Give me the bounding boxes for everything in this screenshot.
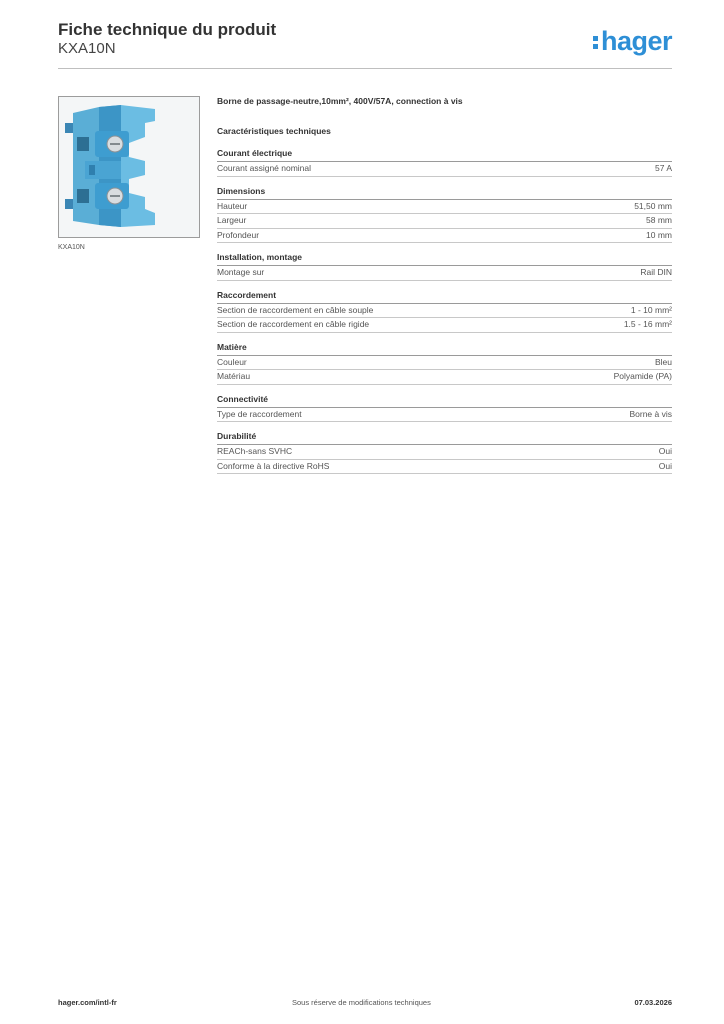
spec-group-matiere [217,342,672,385]
spec-group-connectivite [217,394,672,423]
spec-section-title: Caractéristiques techniques [217,126,331,136]
spec-row [217,408,672,423]
spec-value: 58 mm [646,215,672,225]
header-divider [58,68,672,69]
spec-group-title: Raccordement [217,290,672,304]
spec-label: Couleur [217,356,247,367]
spec-group-title: Durabilité [217,431,672,445]
hager-logo [592,26,672,56]
spec-row [217,445,672,460]
spec-label: Montage sur [217,267,265,277]
spec-group-raccordement [217,290,672,333]
logo-colon-mark [592,31,600,51]
product-reference: KXA10N [58,40,116,57]
spec-group-courant [217,148,672,177]
spec-group-title: Matière [217,342,672,356]
spec-label: Courant assigné nominal [217,163,312,173]
spec-row [217,162,672,177]
spec-group-title: Courant électrique [217,148,672,162]
spec-group-title: Installation, montage [217,252,672,266]
spec-group-dimensions [217,186,672,244]
spec-value: Oui [658,460,672,471]
footer-website-link[interactable]: hager.com/intl-fr [58,998,117,1007]
spec-row [217,200,672,215]
image-caption: KXA10N [58,244,85,251]
spec-row [217,356,672,371]
spec-value: Rail DIN [640,267,672,277]
spec-group-installation [217,252,672,281]
spec-content [217,96,672,483]
spec-label: Conforme à la directive RoHS [217,460,330,471]
spec-label: Matériau [217,371,251,381]
spec-label: Largeur [217,215,247,225]
spec-label: Hauteur [217,200,248,211]
logo-text: hager [600,26,672,56]
spec-row [217,318,672,333]
spec-value: 51,50 mm [634,200,672,211]
spec-value: Polyamide (PA) [613,371,672,381]
spec-group-title: Dimensions [217,186,672,200]
spec-label: Section de raccordement en câble rigide [217,319,370,329]
spec-label: REACh-sans SVHC [217,446,293,456]
spec-row [217,229,672,244]
spec-value: Bleu [654,356,672,367]
spec-row [217,266,672,281]
page-header [58,20,672,70]
spec-group-title: Connectivité [217,394,672,408]
spec-row [217,304,672,319]
spec-label: Profondeur [217,229,260,240]
product-description: Borne de passage-neutre,10mm², 400V/57A, connection à vis [217,96,463,106]
spec-value: 1 - 10 mm² [630,304,672,315]
footer-date: 07.03.2026 [634,998,672,1007]
page-title: Fiche technique du produit [58,20,277,39]
footer-notice: Sous réserve de modifications techniques [292,998,431,1007]
spec-row [217,460,672,475]
spec-group-durabilite [217,431,672,474]
spec-row [217,214,672,229]
spec-row [217,370,672,385]
spec-label: Type de raccordement [217,408,302,419]
spec-label: Section de raccordement en câble souple [217,304,374,315]
spec-value: Oui [658,446,672,456]
spec-value: Borne à vis [629,408,672,419]
terminal-block-illustration [59,97,199,237]
spec-value: 10 mm [646,229,672,240]
spec-value: 57 A [654,163,672,173]
product-image [58,96,200,238]
spec-value: 1.5 - 16 mm² [623,319,672,329]
